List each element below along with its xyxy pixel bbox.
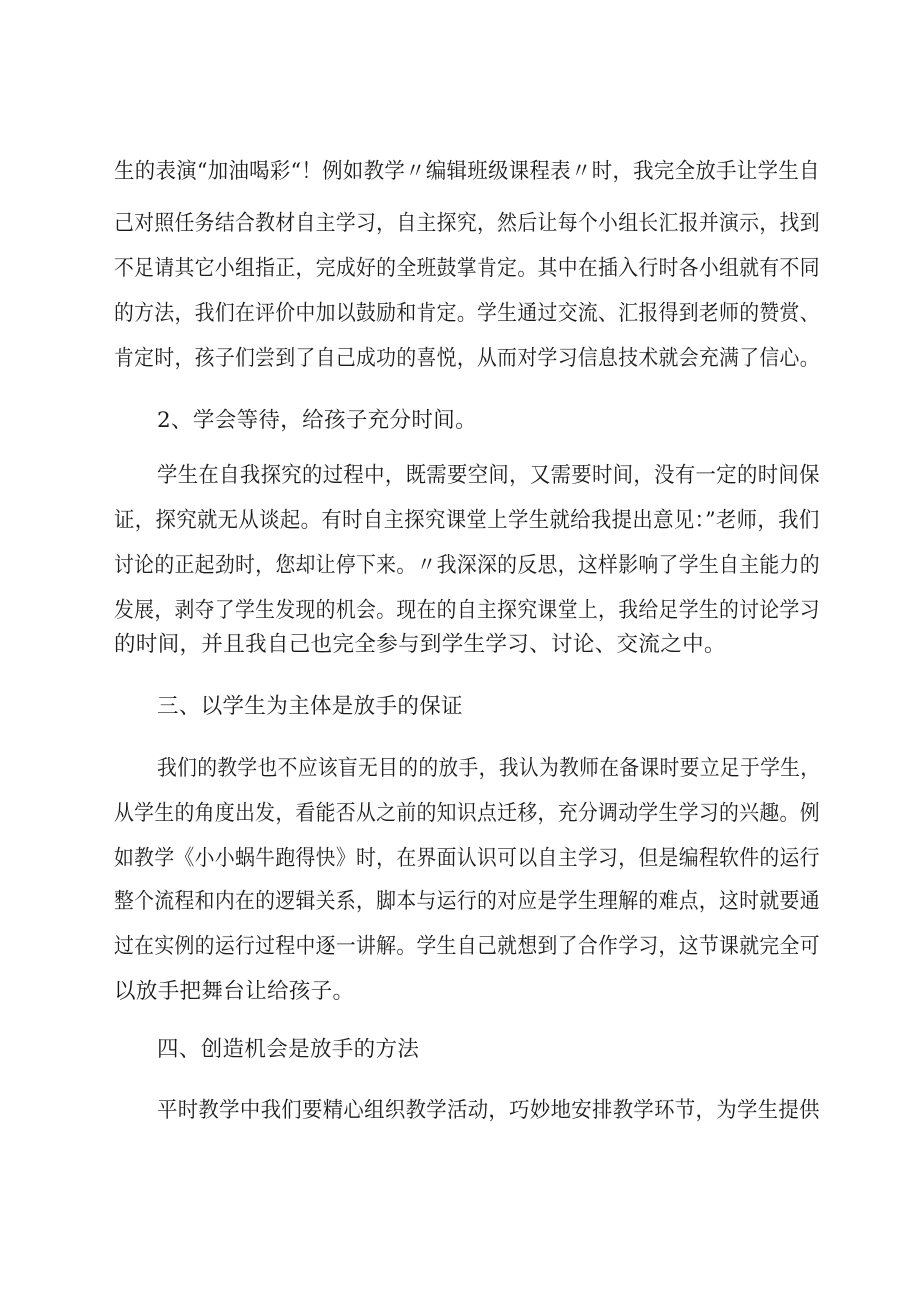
paragraph-1-line-3: 不足请其它小组指正，完成好的全班鼓掌肯定。其中在插入行时各小组就有不同 xyxy=(114,256,820,281)
paragraph-3-line-6: 以放手把舞台让给孩子。 xyxy=(114,979,355,1004)
paragraph-1-line-1: 生的表演“加油喝彩“！例如教学〃编辑班级课程表〃时，我完全放手让学生自 xyxy=(114,159,820,184)
paragraph-2-line-3: 讨论的正起劲时，您却让停下来。〃我深深的反思，这样影响了学生自主能力的 xyxy=(114,553,820,578)
paragraph-2-line-2: 证，探究就无从谈起。有时自主探究课堂上学生就给我提出意见：”老师，我们 xyxy=(114,508,820,533)
paragraph-3-line-3: 如教学《小小蜗牛跑得快》时，在界面认识可以自主学习，但是编程软件的运行 xyxy=(114,846,820,871)
paragraph-2-line-4: 发展，剥夺了学生发现的机会。现在的自主探究课堂上，我给足学生的讨论学习 xyxy=(114,598,820,623)
section-heading-4: 四、创造机会是放手的方法 xyxy=(157,1037,420,1062)
paragraph-2-line-5: 的时间，并且我自己也完全参与到学生学习、讨论、交流之中。 xyxy=(114,632,726,657)
paragraph-3-line-2: 从学生的角度出发，看能否从之前的知识点迁移，充分调动学生学习的兴趣。例 xyxy=(114,801,820,826)
paragraph-3-line-1: 我们的教学也不应该盲无目的的放手，我认为教师在备课时要立足于学生， xyxy=(157,756,821,781)
paragraph-2-line-1: 学生在自我探究的过程中，既需要空间，又需要时间，没有一定的时间保 xyxy=(157,463,820,488)
paragraph-1-line-5: 肯定时，孩子们尝到了自己成功的喜悦，从而对学习信息技术就会充满了信心。 xyxy=(114,346,820,371)
section-heading-3: 三、以学生为主体是放手的保证 xyxy=(157,694,463,719)
paragraph-1-line-2: 己对照任务结合教材自主学习，自主探究，然后让每个小组长汇报并演示，找到 xyxy=(114,211,820,236)
paragraph-4-line-1: 平时教学中我们要精心组织教学活动，巧妙地安排教学环节，为学生提供 xyxy=(157,1098,820,1123)
paragraph-3-line-5: 过在实例的运行过程中逐一讲解。学生自己就想到了合作学习，这节课就完全可 xyxy=(114,934,820,959)
paragraph-1-line-4: 的方法，我们在评价中加以鼓励和肯定。学生通过交流、汇报得到老师的赞赏、 xyxy=(114,301,820,326)
paragraph-3-line-4: 整个流程和内在的逻辑关系，脚本与运行的对应是学生理解的难点，这时就要通 xyxy=(114,889,820,914)
section-heading-2: 2、学会等待，给孩子充分时间。 xyxy=(157,408,477,433)
